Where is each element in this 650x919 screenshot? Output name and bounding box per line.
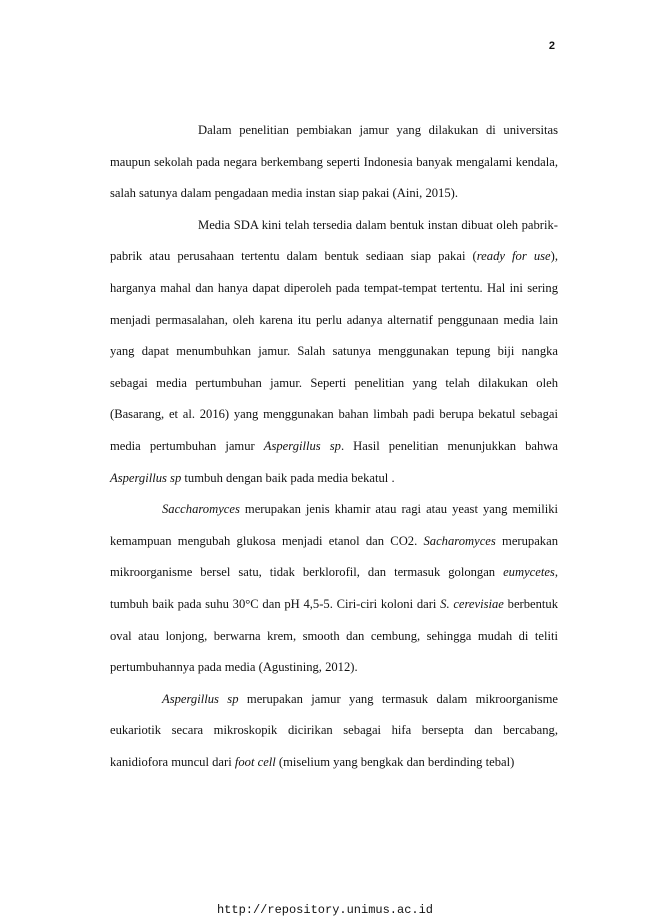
text-run: . Hasil penelitian menunjukkan bahwa bbox=[340, 438, 558, 453]
italic-term: eumycetes bbox=[503, 565, 555, 580]
text-run: Media SDA kini telah tersedia dalam bentuk instan dibuat oleh pabrik-pabrik atau perusahaan tertentu dalam bentuk sediaan siap pakai ( bbox=[110, 217, 558, 264]
document-body bbox=[110, 115, 558, 778]
paragraph-saccharomyces bbox=[110, 494, 558, 684]
text-run: (miselium yang bengkak dan berdinding tebal) bbox=[275, 754, 515, 769]
text-run: berbentuk oval atau lonjong, berwarna krem, smooth dan cembung, sehingga mudah di teliti pertumbuhannya pada media (Agustining, 2012). bbox=[110, 596, 558, 675]
italic-term: Saccharomyces bbox=[162, 502, 240, 517]
italic-term: ready for use bbox=[476, 249, 551, 264]
text-run: Dalam penelitian pembiakan jamur yang dilakukan di universitas maupun sekolah pada negara berkembang seperti Indonesia banyak mengalami kendala, salah satunya dalam pengadaan media instan siap pakai (Aini, 2015). bbox=[110, 123, 558, 201]
page-number: 2 bbox=[548, 40, 555, 52]
paragraph-aspergillus bbox=[110, 684, 558, 779]
paragraph-media-sda bbox=[110, 210, 558, 494]
italic-term: foot cell bbox=[234, 754, 276, 769]
text-run: ), harganya mahal dan hanya dapat diperoleh pada tempat-tempat tertentu. Hal ini sering menjadi permasalahan, oleh karena itu perlu adanya alternatif penggunaan media lain yang dapat menumbuhkan jamur. Salah satunya menggunakan tepung biji nangka sebagai media pertumbuhan jamur. Seperti penelitian yang telah dilakukan oleh (Basarang, et al. 2016) yang menggunakan bahan limbah padi berupa bekatul sebagai media pertumbuhan jamur bbox=[110, 249, 558, 453]
italic-term: Aspergillus sp bbox=[162, 691, 239, 706]
italic-term: Aspergillus sp bbox=[263, 438, 341, 453]
italic-term: Sacharomyces bbox=[423, 533, 496, 548]
text-run: tumbuh dengan baik pada media bekatul . bbox=[181, 470, 395, 485]
text-run: merupakan jenis khamir atau ragi atau yeast yang memiliki kemampuan mengubah glukosa menjadi etanol dan CO2. bbox=[110, 502, 558, 548]
paragraph-media-kendala bbox=[110, 115, 558, 210]
text-run: merupakan mikroorganisme bersel satu, tidak berklorofil, dan termasuk golongan bbox=[110, 533, 558, 580]
italic-term: Aspergillus sp bbox=[110, 470, 182, 485]
text-run: , tumbuh baik pada suhu 30°C dan pH 4,5-5. Ciri-ciri koloni dari bbox=[110, 565, 558, 611]
footer-repository-url: http://repository.unimus.ac.id bbox=[216, 903, 434, 917]
italic-term: S. cerevisiae bbox=[440, 596, 504, 611]
text-run: merupakan jamur yang termasuk dalam mikroorganisme eukariotik secara mikroskopik dicirikan sebagai hifa bersepta dan bercabang, kanidiofora muncul dari bbox=[110, 691, 558, 769]
